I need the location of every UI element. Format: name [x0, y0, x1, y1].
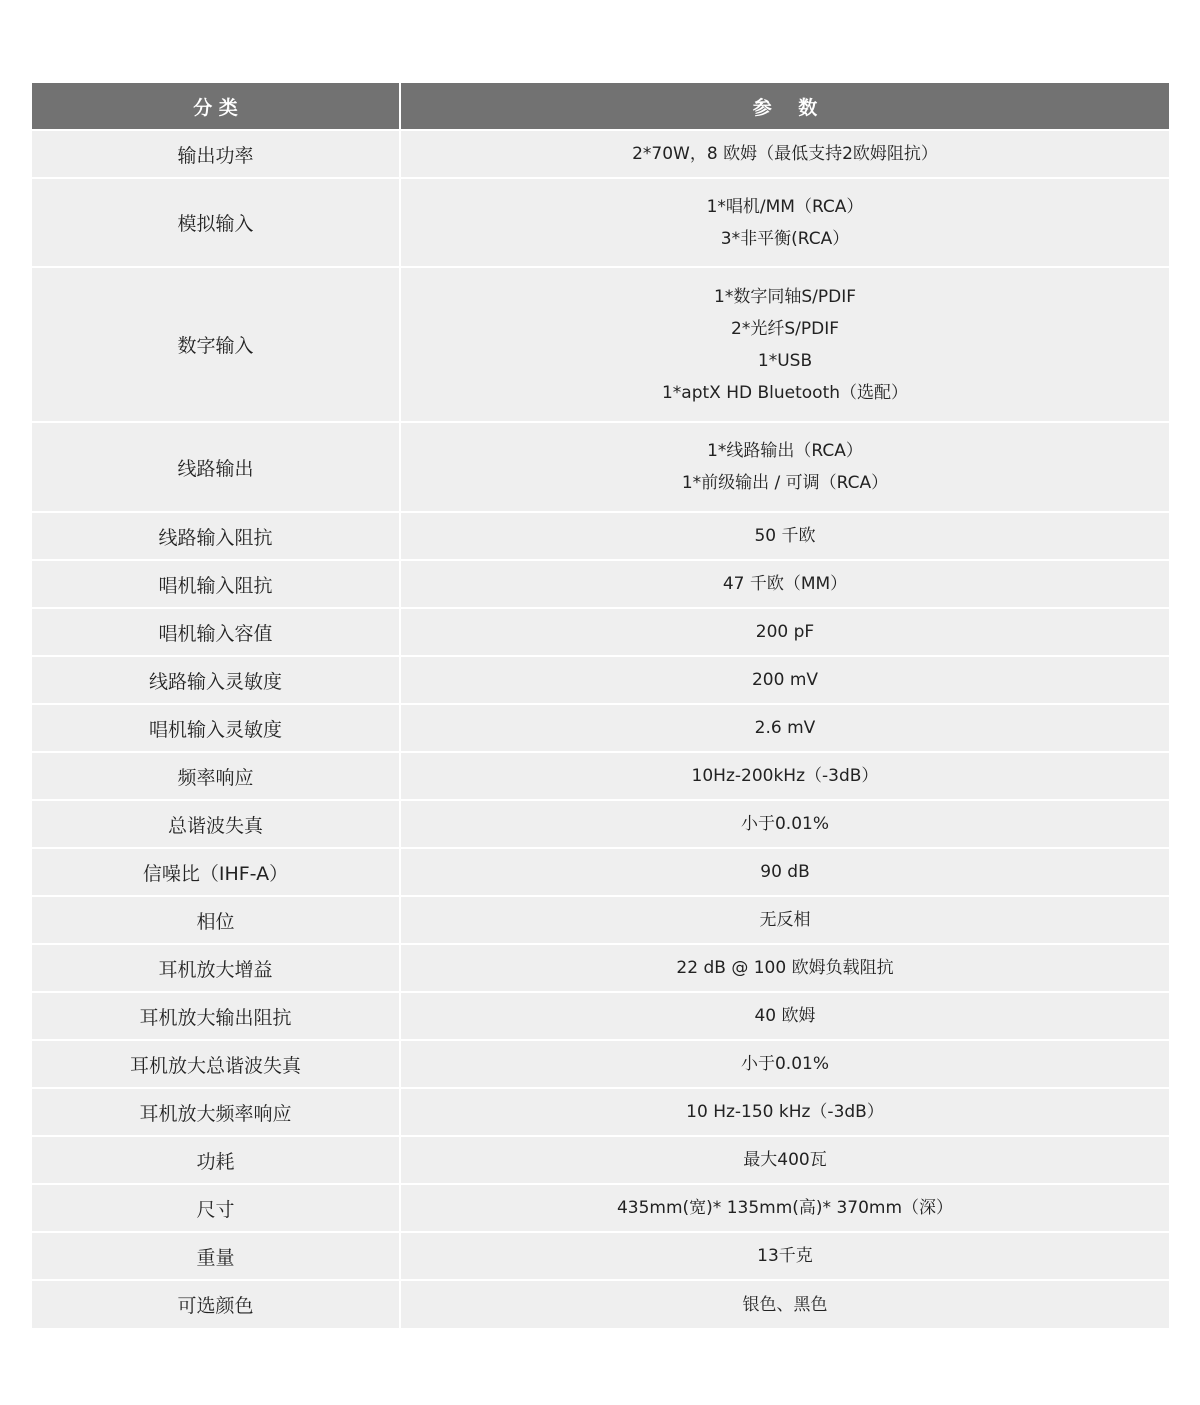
category-cell: 耳机放大频率响应 — [32, 1088, 400, 1136]
parameter-cell — [400, 992, 1169, 1040]
parameter-value: 50 千欧 — [754, 526, 816, 546]
category-cell: 可选颜色 — [32, 1280, 400, 1328]
category-cell: 线路输入灵敏度 — [32, 656, 400, 704]
parameter-value: 1*前级输出 / 可调（RCA） — [681, 473, 889, 493]
table-body — [32, 130, 1169, 1328]
parameter-cell — [400, 178, 1169, 267]
table-row — [32, 267, 1169, 422]
category-cell: 总谐波失真 — [32, 800, 400, 848]
parameter-cell — [400, 800, 1169, 848]
category-cell: 耳机放大总谐波失真 — [32, 1040, 400, 1088]
parameter-value: 小于0.01% — [740, 814, 829, 834]
parameter-value: 22 dB @ 100 欧姆负载阻抗 — [676, 958, 894, 978]
category-cell: 唱机输入阻抗 — [32, 560, 400, 608]
parameter-value: 2*70W，8 欧姆（最低支持2欧姆阻抗） — [632, 144, 938, 164]
category-cell: 耳机放大输出阻抗 — [32, 992, 400, 1040]
parameter-cell — [400, 752, 1169, 800]
table-row — [32, 800, 1169, 848]
parameter-cell — [400, 896, 1169, 944]
parameter-value: 90 dB — [760, 862, 810, 882]
table-row — [32, 560, 1169, 608]
table-header-row — [32, 83, 1169, 130]
table-row — [32, 1088, 1169, 1136]
parameter-cell — [400, 422, 1169, 512]
column-header-parameter — [400, 83, 1169, 130]
category-cell: 唱机输入容值 — [32, 608, 400, 656]
parameter-cell — [400, 1232, 1169, 1280]
table-row — [32, 512, 1169, 560]
column-header-category-label: 分 类 — [193, 96, 238, 119]
parameter-cell — [400, 704, 1169, 752]
table-row — [32, 992, 1169, 1040]
table-row — [32, 1040, 1169, 1088]
parameter-value: 40 欧姆 — [754, 1006, 816, 1026]
parameter-cell — [400, 1136, 1169, 1184]
parameter-value: 2*光纤S/PDIF — [731, 318, 839, 339]
table-row — [32, 422, 1169, 512]
category-cell: 尺寸 — [32, 1184, 400, 1232]
parameter-value: 1*线路输出（RCA） — [707, 441, 863, 461]
parameter-value: 1*aptX HD Bluetooth（选配） — [661, 382, 909, 403]
table-row — [32, 130, 1169, 178]
category-cell: 模拟输入 — [32, 178, 400, 267]
parameter-cell — [400, 1184, 1169, 1232]
parameter-cell — [400, 656, 1169, 704]
table-row — [32, 656, 1169, 704]
parameter-value: 200 pF — [755, 622, 815, 642]
parameter-cell — [400, 1280, 1169, 1328]
table-row — [32, 608, 1169, 656]
parameter-value: 2.6 mV — [754, 718, 816, 738]
category-cell: 耳机放大增益 — [32, 944, 400, 992]
parameter-cell — [400, 608, 1169, 656]
spec-table — [32, 83, 1169, 1328]
parameter-value: 10 Hz-150 kHz（-3dB） — [686, 1102, 884, 1122]
category-cell: 频率响应 — [32, 752, 400, 800]
category-cell: 功耗 — [32, 1136, 400, 1184]
table-row — [32, 704, 1169, 752]
table-row — [32, 848, 1169, 896]
parameter-value: 1*USB — [757, 350, 813, 371]
parameter-value: 13千克 — [757, 1246, 813, 1266]
parameter-value: 无反相 — [759, 910, 811, 930]
parameter-value: 小于0.01% — [740, 1054, 829, 1074]
parameter-cell — [400, 848, 1169, 896]
table-row — [32, 896, 1169, 944]
parameter-cell — [400, 944, 1169, 992]
table-row — [32, 178, 1169, 267]
column-header-parameter-label: 参 数 — [752, 96, 818, 119]
parameter-cell — [400, 560, 1169, 608]
category-cell: 信噪比（IHF-A） — [32, 848, 400, 896]
category-cell: 输出功率 — [32, 130, 400, 178]
parameter-value: 200 mV — [751, 670, 819, 690]
category-cell: 数字输入 — [32, 267, 400, 422]
parameter-cell — [400, 130, 1169, 178]
category-cell: 相位 — [32, 896, 400, 944]
parameter-value: 最大400瓦 — [743, 1150, 827, 1170]
parameter-cell — [400, 512, 1169, 560]
parameter-value: 3*非平衡(RCA） — [720, 228, 850, 249]
parameter-value: 银色、黑色 — [742, 1294, 828, 1315]
parameter-value: 10Hz-200kHz（-3dB） — [691, 766, 879, 786]
table-row — [32, 1280, 1169, 1328]
parameter-cell — [400, 1040, 1169, 1088]
table-row — [32, 1232, 1169, 1280]
category-cell: 线路输出 — [32, 422, 400, 512]
table-row — [32, 752, 1169, 800]
category-cell: 重量 — [32, 1232, 400, 1280]
column-header-category — [32, 83, 400, 130]
parameter-value: 1*唱机/MM（RCA） — [706, 196, 864, 217]
table-row — [32, 1136, 1169, 1184]
parameter-cell — [400, 267, 1169, 422]
table-row — [32, 1184, 1169, 1232]
category-cell: 线路输入阻抗 — [32, 512, 400, 560]
parameter-value: 435mm(宽)* 135mm(高)* 370mm（深） — [616, 1198, 954, 1218]
parameter-value: 1*数字同轴S/PDIF — [714, 286, 856, 307]
table-row — [32, 944, 1169, 992]
category-cell: 唱机输入灵敏度 — [32, 704, 400, 752]
parameter-value: 47 千欧（MM） — [722, 574, 848, 594]
parameter-cell — [400, 1088, 1169, 1136]
